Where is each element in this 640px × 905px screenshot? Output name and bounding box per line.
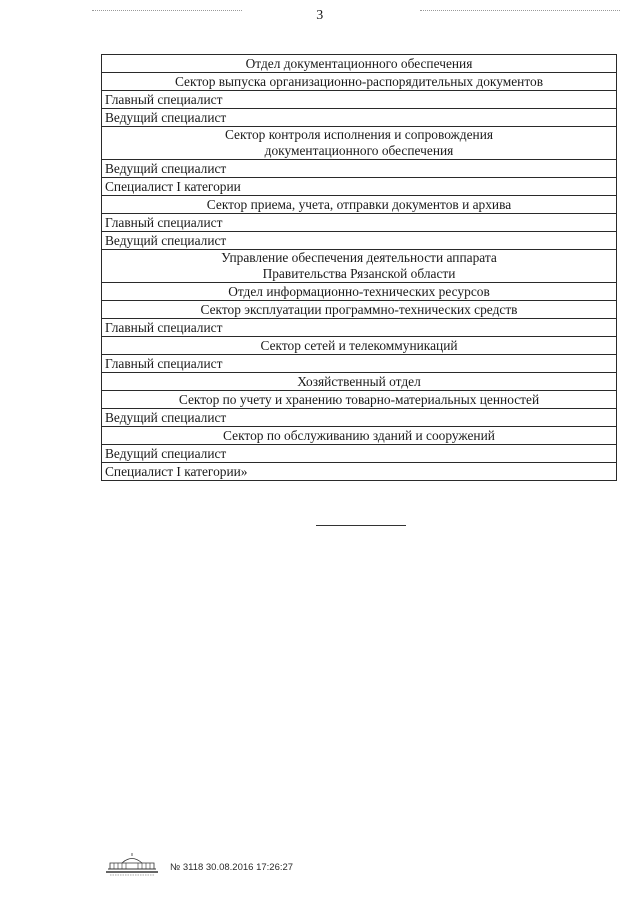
position-row bbox=[102, 319, 617, 337]
org-unit-name: Сектор приема, учета, отправки документов и архива bbox=[102, 196, 617, 214]
end-of-text-rule bbox=[316, 525, 406, 526]
position-title: Ведущий специалист bbox=[102, 409, 617, 427]
position-row bbox=[102, 160, 617, 178]
registration-footer bbox=[104, 850, 293, 876]
org-unit-name: Сектор сетей и телекоммуникаций bbox=[102, 337, 617, 355]
position-row bbox=[102, 214, 617, 232]
page-number: 3 bbox=[316, 8, 324, 23]
position-title: Главный специалист bbox=[102, 355, 617, 373]
org-unit-name: Сектор контроля исполнения и сопровождения документационного обеспечения bbox=[102, 127, 617, 160]
org-unit-name: Отдел информационно-технических ресурсов bbox=[102, 283, 617, 301]
position-title: Специалист I категории» bbox=[102, 463, 617, 481]
staff-structure-table-body bbox=[102, 55, 617, 481]
position-title: Главный специалист bbox=[102, 214, 617, 232]
registration-number-stamp: № 3118 30.08.2016 17:26:27 bbox=[170, 862, 294, 873]
position-row bbox=[102, 232, 617, 250]
org-unit-name: Сектор эксплуатации программно-технических средств bbox=[102, 301, 617, 319]
staff-structure-table bbox=[101, 54, 617, 481]
position-title: Специалист I категории bbox=[102, 178, 617, 196]
org-unit-name: Сектор по обслуживанию зданий и сооружений bbox=[102, 427, 617, 445]
org-unit-row bbox=[102, 283, 617, 301]
org-unit-row bbox=[102, 73, 617, 91]
org-unit-row bbox=[102, 301, 617, 319]
position-row bbox=[102, 409, 617, 427]
org-unit-row bbox=[102, 337, 617, 355]
org-unit-row bbox=[102, 391, 617, 409]
position-row bbox=[102, 91, 617, 109]
org-unit-row bbox=[102, 127, 617, 160]
org-unit-name: Управление обеспечения деятельности аппарата Правительства Рязанской области bbox=[102, 250, 617, 283]
position-row bbox=[102, 445, 617, 463]
position-row bbox=[102, 109, 617, 127]
org-unit-row bbox=[102, 427, 617, 445]
position-title: Главный специалист bbox=[102, 319, 617, 337]
position-row bbox=[102, 463, 617, 481]
org-unit-row bbox=[102, 55, 617, 73]
government-building-seal-icon bbox=[104, 852, 160, 876]
position-title: Главный специалист bbox=[102, 91, 617, 109]
org-unit-row bbox=[102, 373, 617, 391]
position-title: Ведущий специалист bbox=[102, 445, 617, 463]
position-title: Ведущий специалист bbox=[102, 160, 617, 178]
org-unit-name: Отдел документационного обеспечения bbox=[102, 55, 617, 73]
org-unit-name: Хозяйственный отдел bbox=[102, 373, 617, 391]
position-row bbox=[102, 355, 617, 373]
org-unit-row bbox=[102, 196, 617, 214]
org-unit-name: Сектор по учету и хранению товарно-материальных ценностей bbox=[102, 391, 617, 409]
org-unit-name: Сектор выпуска организационно-распорядительных документов bbox=[102, 73, 617, 91]
position-title: Ведущий специалист bbox=[102, 109, 617, 127]
position-title: Ведущий специалист bbox=[102, 232, 617, 250]
position-row bbox=[102, 178, 617, 196]
org-unit-row bbox=[102, 250, 617, 283]
